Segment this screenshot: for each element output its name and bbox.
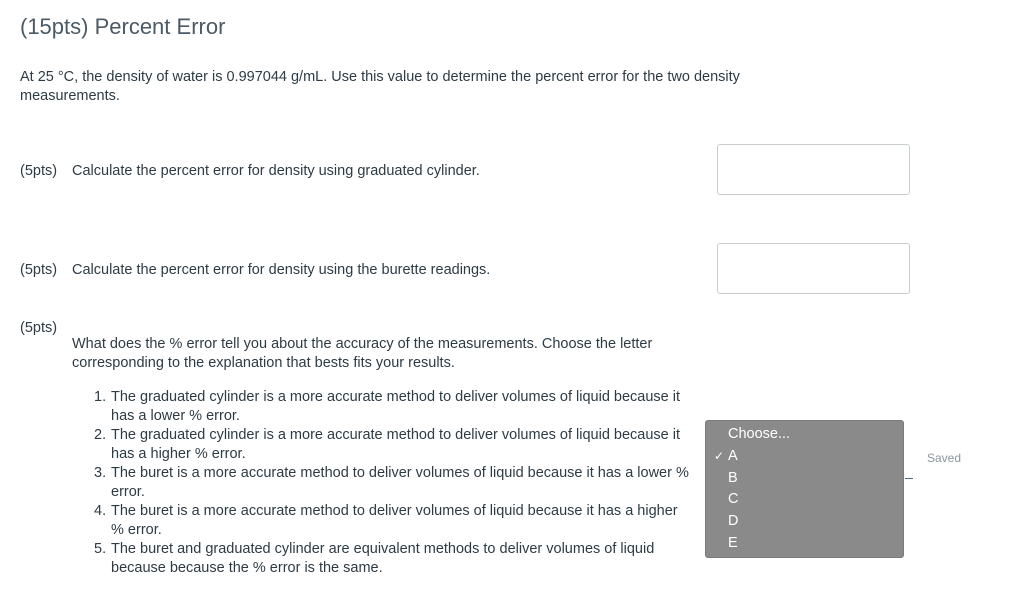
list-item [94, 388, 694, 426]
dropdown-option-b[interactable]: B [728, 470, 738, 486]
saved-status: Saved [927, 451, 962, 465]
dropdown-option-c[interactable]: C [728, 491, 739, 507]
option-number: 1. [94, 389, 107, 405]
option-text: The buret and graduated cylinder are equivalent methods to deliver volumes of liquid because because the % error is the same. [111, 541, 655, 576]
dropdown-option-d[interactable]: D [728, 513, 739, 529]
q3-text: What does the % error tell you about the accuracy of the measurements. Choose the letter corresponding to the explanation that bests fits your results. [72, 336, 653, 371]
list-item [94, 464, 694, 502]
answer-dropdown-menu[interactable] [705, 420, 904, 558]
option-number: 2. [94, 427, 107, 443]
list-item [94, 502, 694, 540]
list-item [94, 540, 694, 578]
page-title: (15pts) Percent Error [20, 14, 226, 39]
dropdown-option-e[interactable]: E [728, 535, 738, 551]
option-number: 4. [94, 503, 107, 519]
check-icon: ✓ [714, 449, 725, 463]
option-number: 5. [94, 541, 107, 557]
q1-text: Calculate the percent error for density using graduated cylinder. [72, 163, 480, 179]
select-underline [905, 478, 913, 479]
option-number: 3. [94, 465, 107, 481]
list-item [94, 426, 694, 464]
q3-option-list [94, 388, 694, 578]
q2-points: (5pts) [20, 262, 58, 278]
option-text: The buret is a more accurate method to deliver volumes of liquid because it has a lower % error. [111, 465, 689, 500]
option-text: The graduated cylinder is a more accurate method to deliver volumes of liquid because it has a lower % error. [111, 389, 681, 424]
q2-text: Calculate the percent error for density using the burette readings. [72, 262, 491, 278]
q2-answer-input[interactable] [717, 243, 910, 294]
intro-text: At 25 °C, the density of water is 0.997044 g/mL. Use this value to determine the percent error for the two density measurements. [20, 69, 740, 104]
dropdown-option-a[interactable]: A [728, 448, 738, 464]
option-text: The buret is a more accurate method to deliver volumes of liquid because it has a higher % error. [111, 503, 678, 538]
q1-points: (5pts) [20, 163, 58, 179]
option-text: The graduated cylinder is a more accurate method to deliver volumes of liquid because it has a higher % error. [111, 427, 681, 462]
q3-points: (5pts) [20, 320, 58, 336]
q1-answer-input[interactable] [717, 144, 910, 195]
dropdown-option-placeholder[interactable]: Choose... [728, 426, 791, 442]
